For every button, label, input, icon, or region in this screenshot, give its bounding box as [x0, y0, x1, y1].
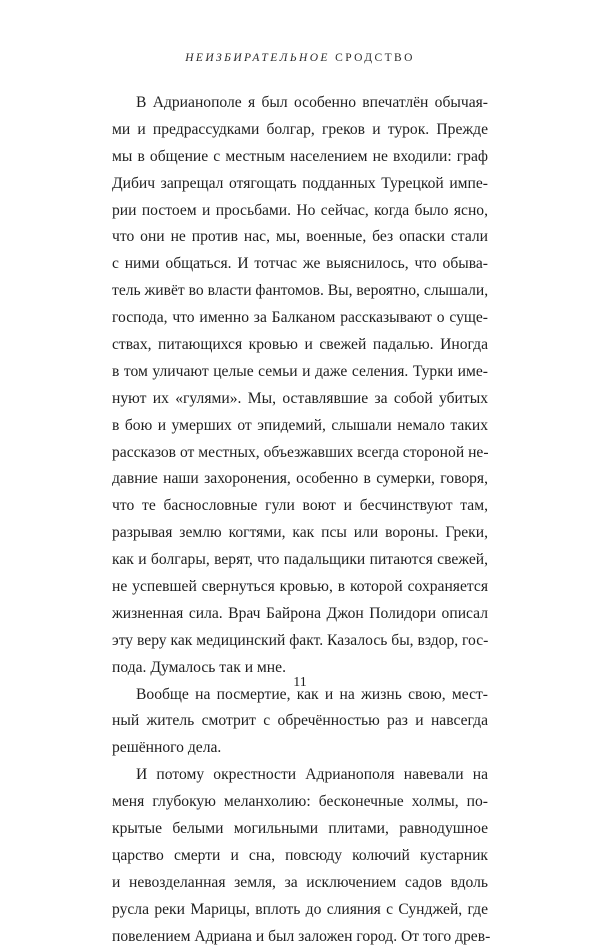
text-line: решённого дела. [112, 739, 222, 757]
text-line: в бою и умерших от эпидемий, слышали немало таких [112, 416, 488, 434]
text-line: ствах, питающихся кровью и свежей падалью. Иногда [112, 336, 488, 354]
text-line: ный житель смотрит с обречённостью раз и навсегда [112, 712, 488, 730]
body-text [112, 90, 491, 951]
text-line: пода. Думалось так и мне. [112, 658, 286, 676]
text-line: повелением Адриана и был заложен город. От того древ- [112, 927, 491, 945]
text-line: Вообще на посмертие, как и на жизнь свою, мест- [136, 685, 488, 703]
text-line: нуют их «гулями». Мы, оставлявшие за собой убитых [112, 389, 488, 407]
text-line: рии постоем и просьбами. Но сейчас, когда было ясно, [112, 201, 488, 219]
text-line: русла реки Марицы, вплоть до слияния с Сунджей, где [112, 900, 488, 918]
text-line: рассказов от местных, объезжавших всегда стороной не- [112, 443, 489, 461]
text-line: царство смерти и сна, повсюду колючий кустарник [112, 846, 488, 864]
running-head-italic: НЕИЗБИРАТЕЛЬНОЕ [185, 52, 330, 64]
text-line: меня глубокую меланхолию: бесконечные холмы, по- [112, 793, 488, 811]
page-number: 11 [293, 675, 307, 690]
text-line: как и болгары, верят, что падальщики питаются свежей, [112, 551, 488, 569]
text-line: И потому окрестности Адрианополя навевали на [136, 766, 488, 784]
text-line: разрывая землю когтями, как псы или вороны. Греки, [112, 524, 488, 542]
text-line: что те баснословные гули воют и бесчинствуют там, [112, 497, 488, 515]
text-line: ми и предрассудками болгар, греков и турок. Прежде [112, 120, 488, 138]
text-line: тель живёт во власти фантомов. Вы, вероятно, слышали, [112, 282, 489, 300]
text-line: В Адрианополе я был особенно впечатлён обычая- [136, 94, 488, 111]
text-line: с ними общаться. И тотчас же выяснилось, что обыва- [112, 255, 488, 273]
running-head [0, 52, 600, 64]
text-line: что они не против нас, мы, военные, без опаски стали [112, 228, 488, 246]
text-line: и невозделанная земля, за исключением садов вдоль [112, 873, 488, 891]
text-line: Дибич запрещал отягощать подданных Турецкой импе- [112, 174, 488, 192]
text-line: господа, что именно за Балканом рассказывают о суще- [112, 309, 488, 327]
running-head-regular: СРОДСТВО [335, 52, 415, 64]
text-line: не успевшей свернуться кровью, в которой сохраняется [112, 578, 488, 596]
text-line: жизненная сила. Врач Байрона Джон Полидори описал [112, 604, 488, 622]
text-line: крытые белыми могильными плитами, равнодушное [112, 820, 488, 838]
text-line: мы в общение с местным населением не входили: граф [112, 147, 488, 165]
text-line: в том уличают целые семьи и даже селения. Турки име- [112, 362, 488, 380]
text-line: эту веру как медицинский факт. Казалось бы, вздор, гос- [112, 631, 489, 649]
text-line: давние наши захоронения, особенно в сумерки, говоря, [112, 470, 488, 488]
